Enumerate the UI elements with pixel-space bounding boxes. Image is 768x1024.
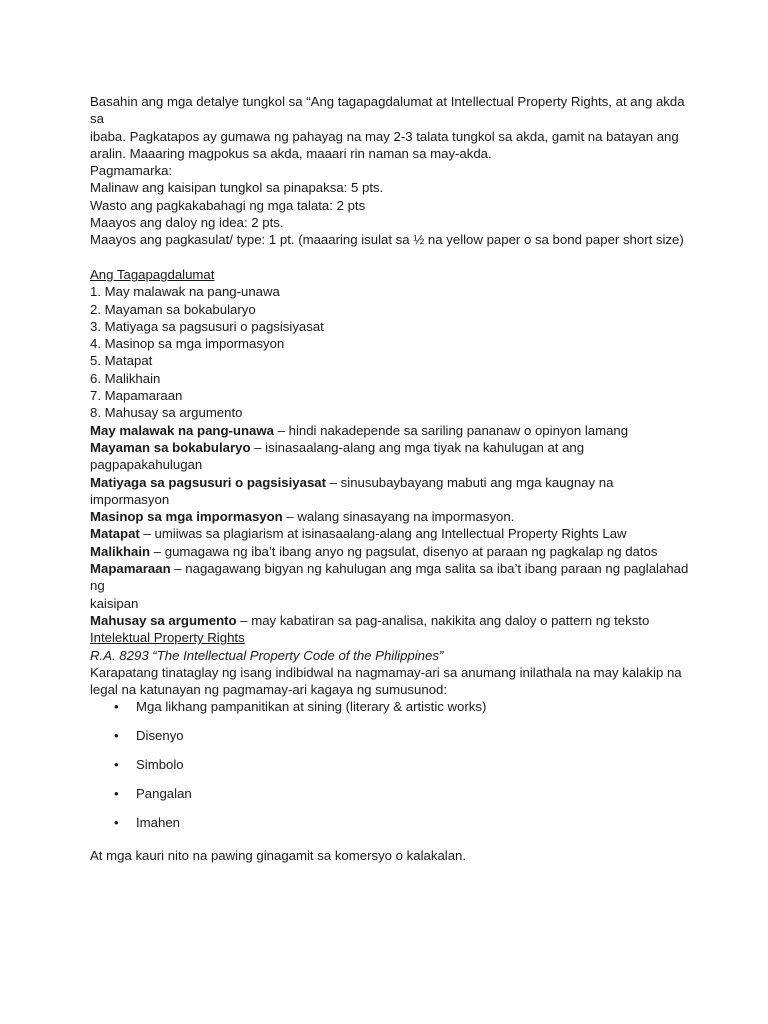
trait-list-item: 7. Mapamaraan	[90, 388, 183, 404]
definition-text: – nagagawang bigyan ng kahulugan ang mga salita sa iba’t ibang paraan ng paglalahad ng	[90, 561, 689, 594]
definition-text: – sinusubaybayang mabuti ang mga kaugnay na impormasyon	[90, 474, 614, 507]
bullet-icon: •	[114, 757, 119, 773]
document-page	[90, 93, 690, 865]
ipr-description-line: legal na katunayan ng pagmamay-ari kagaya ng sumusunod:	[90, 682, 448, 698]
definition	[90, 560, 690, 595]
definition-text: – gumagawa ng iba’t ibang anyo ng pagsulat, disenyo at paraan ng pagkalap ng datos	[150, 543, 658, 559]
bullet-item	[90, 756, 690, 785]
ipr-bullet-list	[90, 698, 690, 843]
intro-line-3: aralin. Maaaring magpokus sa akda, maaari rin naman sa may-akda.	[90, 145, 492, 161]
grading-item: Maayos ang daloy ng idea: 2 pts.	[90, 215, 284, 231]
ipr-description-line: Karapatang tinataglay ng isang indibidwal na nagmamay-ari sa anumang inilathala na may kalakip na	[90, 664, 682, 680]
definition-term: Malikhain	[90, 543, 151, 559]
definition-term: Mayaman sa bokabularyo	[90, 439, 251, 455]
bullet-item	[90, 698, 690, 727]
ipr-heading: Intelektual Property Rights	[90, 630, 245, 646]
definition	[90, 508, 690, 525]
definition	[90, 543, 690, 560]
bullet-item	[90, 814, 690, 843]
trait-list-item: 6. Malikhain	[90, 370, 161, 386]
bullet-icon: •	[114, 786, 119, 802]
trait-list-item: 3. Matiyaga sa pagsusuri o pagsisiyasat	[90, 318, 324, 334]
definition-term: Mapamaraan	[90, 561, 171, 577]
bullet-icon: •	[114, 728, 119, 744]
definition	[90, 474, 690, 509]
trait-list-item: 8. Mahusay sa argumento	[90, 405, 243, 421]
law-title: R.A. 8293 “The Intellectual Property Code of the Philippines”	[90, 647, 444, 663]
grading-item: Maayos ang pagkasulat/ type: 1 pt. (maaaring isulat sa ½ na yellow paper o sa bond paper short size)	[90, 232, 684, 248]
definition-text: – umiiwas sa plagiarism at isinasaalang-alang ang Intellectual Property Rights Law	[139, 526, 627, 542]
bullet-item	[90, 727, 690, 756]
grading-item: Malinaw ang kaisipan tungkol sa pinapaksa: 5 pts.	[90, 180, 384, 196]
definition-term: May malawak na pang-unawa	[90, 422, 274, 438]
bullet-text: Imahen	[136, 815, 180, 831]
definition-text: – walang sinasayang na impormasyon.	[282, 509, 515, 525]
bullet-text: Simbolo	[136, 757, 184, 773]
definition	[90, 525, 690, 542]
spacer	[90, 249, 690, 266]
tagapagdalumat-heading: Ang Tagapagdalumat	[90, 266, 215, 282]
grading-item: Wasto ang pagkakabahagi ng mga talata: 2 pts	[90, 197, 366, 213]
definition-term: Masinop sa mga impormasyon	[90, 509, 283, 525]
bullet-item	[90, 785, 690, 814]
closing-line: At mga kauri nito na pawing ginagamit sa komersyo o kalakalan.	[90, 848, 467, 864]
definition	[90, 612, 690, 629]
trait-list-item: 2. Mayaman sa bokabularyo	[90, 301, 256, 317]
grading-heading: Pagmamarka:	[90, 163, 173, 179]
definition-text: – may kabatiran sa pag-analisa, nakikita ang daloy o pattern ng teksto	[236, 612, 650, 628]
trait-list-item: 4. Masinop sa mga impormasyon	[90, 336, 285, 352]
bullet-text: Mga likhang pampanitikan at sining (literary & artistic works)	[136, 699, 487, 715]
trait-list-item: 5. Matapat	[90, 353, 153, 369]
definition	[90, 439, 690, 474]
intro-line-1: Basahin ang mga detalye tungkol sa “Ang tagapagdalumat at Intellectual Property Rights, at ang akda sa	[90, 94, 685, 127]
definition	[90, 422, 690, 439]
bullet-text: Disenyo	[136, 728, 184, 744]
definition-term: Mahusay sa argumento	[90, 612, 237, 628]
trait-list-item: 1. May malawak na pang-unawa	[90, 284, 280, 300]
definition-text: – hindi nakadepende sa sariling pananaw o opinyon lamang	[273, 422, 629, 438]
bullet-text: Pangalan	[136, 786, 192, 802]
definition-continuation: kaisipan	[90, 595, 139, 611]
intro-line-2: ibaba. Pagkatapos ay gumawa ng pahayag na may 2-3 talata tungkol sa akda, gamit na batayan ang	[90, 128, 679, 144]
definition-term: Matapat	[90, 526, 140, 542]
definition-text: – isinasaalang-alang ang mga tiyak na kahulugan at ang pagpapakahulugan	[90, 439, 585, 473]
bullet-icon: •	[114, 815, 119, 831]
definition-term: Matiyaga sa pagsusuri o pagsisiyasat	[90, 474, 327, 490]
bullet-icon: •	[114, 699, 119, 715]
